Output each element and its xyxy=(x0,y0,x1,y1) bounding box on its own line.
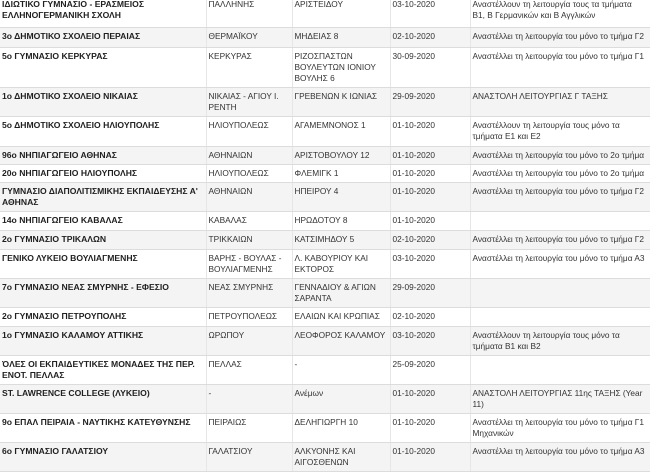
table-row xyxy=(0,116,650,146)
status-cell xyxy=(470,211,650,230)
area-cell: ΠΕΙΡΑΙΩΣ xyxy=(206,413,292,442)
date-cell: 02-10-2020 xyxy=(390,307,470,326)
address-cell: ΡΙΖΟΣΠΑΣΤΩΝ ΒΟΥΛΕΥΤΩΝ ΙΟΝΙΟΥ ΒΟΥΛΗΣ 6 xyxy=(292,47,390,87)
school-name-cell: 5ο ΔΗΜΟΤΙΚΟ ΣΧΟΛΕΙΟ ΗΛΙΟΥΠΟΛΗΣ xyxy=(0,116,206,146)
area-cell: ΒΑΡΗΣ - ΒΟΥΛΑΣ - ΒΟΥΛΙΑΓΜΕΝΗΣ xyxy=(206,249,292,278)
school-name-cell: 1ο ΓΥΜΝΑΣΙΟ ΚΑΛΑΜΟΥ ΑΤΤΙΚΗΣ xyxy=(0,326,206,355)
area-cell: ΝΕΑΣ ΣΜΥΡΝΗΣ xyxy=(206,278,292,307)
status-cell xyxy=(470,278,650,307)
status-cell xyxy=(470,307,650,326)
school-name-cell: ΙΔΙΩΤΙΚΟ ΓΥΜΝΑΣΙΟ - ΕΡΑΣΜΕΙΟΣ ΕΛΛΗΝΟΓΕΡΜΑΝΙΚΗ ΣΧΟΛΗ xyxy=(0,0,206,27)
status-cell: ΑΝΑΣΤΟΛΗ ΛΕΙΤΟΥΡΓΙΑΣ 11ης ΤΑΞΗΣ (Year 11) xyxy=(470,384,650,413)
address-cell: ΑΡΙΣΤΕΙΔΟΥ xyxy=(292,0,390,27)
address-cell: ΛΕΟΦΟΡΟΣ ΚΑΛΑΜΟΥ xyxy=(292,326,390,355)
date-cell: 01-10-2020 xyxy=(390,116,470,146)
status-cell: Αναστέλλουν τη λειτουργία τους τα τμήματα Β1, Β Γερμανικών και Β Αγγλικών xyxy=(470,0,650,27)
school-name-cell: 7ο ΓΥΜΝΑΣΙΟ ΝΕΑΣ ΣΜΥΡΝΗΣ - ΕΦΕΣΙΟ xyxy=(0,278,206,307)
table-row xyxy=(0,249,650,278)
address-cell: Ανέμων xyxy=(292,384,390,413)
address-cell: ΓΕΝΝΑΔΙΟΥ & ΑΓΙΩΝ ΣΑΡΑΝΤΑ xyxy=(292,278,390,307)
address-cell: ΑΓΑΜΕΜΝΟΝΟΣ 1 xyxy=(292,116,390,146)
address-cell: ΚΑΤΣΙΜΗΔΟΥ 5 xyxy=(292,230,390,249)
area-cell: ΘΕΡΜΑΪΚΟΥ xyxy=(206,27,292,47)
school-name-cell: 96ο ΝΗΠΙΑΓΩΓΕΙΟ ΑΘΗΝΑΣ xyxy=(0,146,206,164)
area-cell: ΑΘΗΝΑΙΩΝ xyxy=(206,146,292,164)
table-row xyxy=(0,307,650,326)
school-name-cell: 14ο ΝΗΠΙΑΓΩΓΕΙΟ ΚΑΒΑΛΑΣ xyxy=(0,211,206,230)
status-cell: Αναστέλλει τη λειτουργία του μόνο το τμήμα Γ2 xyxy=(470,230,650,249)
school-name-cell: 2ο ΓΥΜΝΑΣΙΟ ΠΕΤΡΟΥΠΟΛΗΣ xyxy=(0,307,206,326)
date-cell: 01-10-2020 xyxy=(390,182,470,211)
address-cell: ΗΠΕΙΡΟΥ 4 xyxy=(292,182,390,211)
school-name-cell: ST. LAWRENCE COLLEGE (ΛΥΚΕΙΟ) xyxy=(0,384,206,413)
date-cell: 03-10-2020 xyxy=(390,249,470,278)
table-row xyxy=(0,87,650,116)
area-cell: ΠΑΛΛΗΝΗΣ xyxy=(206,0,292,27)
table-row xyxy=(0,413,650,442)
date-cell: 01-10-2020 xyxy=(390,442,470,471)
area-cell: ΝΙΚΑΙΑΣ - ΑΓΙΟΥ Ι. ΡΕΝΤΗ xyxy=(206,87,292,116)
school-name-cell: 5ο ΓΥΜΝΑΣΙΟ ΚΕΡΚΥΡΑΣ xyxy=(0,47,206,87)
date-cell: 01-10-2020 xyxy=(390,146,470,164)
area-cell: ΠΕΤΡΟΥΠΟΛΕΩΣ xyxy=(206,307,292,326)
date-cell: 29-09-2020 xyxy=(390,87,470,116)
address-cell: ΦΛΕΜΙΓΚ 1 xyxy=(292,164,390,182)
table-row xyxy=(0,0,650,27)
date-cell: 03-10-2020 xyxy=(390,326,470,355)
address-cell: ΗΡΩΔΟΤΟΥ 8 xyxy=(292,211,390,230)
area-cell: ΚΕΡΚΥΡΑΣ xyxy=(206,47,292,87)
table-row xyxy=(0,326,650,355)
status-cell: Αναστέλλουν τη λειτουργία τους μόνο τα τμήματα Β1 και Β2 xyxy=(470,326,650,355)
address-cell: ΜΗΔΕΙΑΣ 8 xyxy=(292,27,390,47)
address-cell: - xyxy=(292,355,390,384)
date-cell: 29-09-2020 xyxy=(390,278,470,307)
date-cell: 01-10-2020 xyxy=(390,211,470,230)
status-cell: Αναστέλλει τη λειτουργία του μόνο το τμήμα Α3 xyxy=(470,249,650,278)
school-name-cell: 6ο ΓΥΜΝΑΣΙΟ ΓΑΛΑΤΣΙΟΥ xyxy=(0,442,206,471)
date-cell: 02-10-2020 xyxy=(390,27,470,47)
school-name-cell: 1ο ΔΗΜΟΤΙΚΟ ΣΧΟΛΕΙΟ ΝΙΚΑΙΑΣ xyxy=(0,87,206,116)
address-cell: ΔΕΛΗΓΙΩΡΓΗ 10 xyxy=(292,413,390,442)
table-row xyxy=(0,384,650,413)
school-name-cell: ΌΛΕΣ ΟΙ ΕΚΠΑΙΔΕΥΤΙΚΕΣ ΜΟΝΑΔΕΣ ΤΗΣ ΠΕΡ. ΕΝΟΤ. ΠΕΛΛΑΣ xyxy=(0,355,206,384)
table-row xyxy=(0,47,650,87)
status-cell: Αναστέλλει τη λειτουργία του μόνο το 2ο τμήμα xyxy=(470,164,650,182)
area-cell: ΚΑΒΑΛΑΣ xyxy=(206,211,292,230)
status-cell: Αναστέλλει τη λειτουργία του μόνο το 2ο τμήμα xyxy=(470,146,650,164)
table-row xyxy=(0,355,650,384)
school-name-cell: 9ο ΕΠΑΛ ΠΕΙΡΑΙΑ - ΝΑΥΤΙΚΗΣ ΚΑΤΕΥΘΥΝΣΗΣ xyxy=(0,413,206,442)
table-row xyxy=(0,164,650,182)
school-name-cell: 2ο ΓΥΜΝΑΣΙΟ ΤΡΙΚΑΛΩΝ xyxy=(0,230,206,249)
date-cell: 01-10-2020 xyxy=(390,164,470,182)
table-row xyxy=(0,182,650,211)
table-row xyxy=(0,230,650,249)
school-name-cell: ΓΕΝΙΚΟ ΛΥΚΕΙΟ ΒΟΥΛΙΑΓΜΕΝΗΣ xyxy=(0,249,206,278)
status-cell: ΑΝΑΣΤΟΛΗ ΛΕΙΤΟΥΡΓΙΑΣ Γ ΤΑΞΗΣ xyxy=(470,87,650,116)
table-row xyxy=(0,27,650,47)
table-row xyxy=(0,278,650,307)
table-row xyxy=(0,146,650,164)
status-cell: Αναστέλλει τη λειτουργία του μόνο το τμήμα Α3 xyxy=(470,442,650,471)
area-cell: ΠΕΛΛΑΣ xyxy=(206,355,292,384)
date-cell: 01-10-2020 xyxy=(390,413,470,442)
status-cell xyxy=(470,355,650,384)
address-cell: ΓΡΕΒΕΝΩΝ Κ ΙΩΝΙΑΣ xyxy=(292,87,390,116)
date-cell: 03-10-2020 xyxy=(390,0,470,27)
status-cell: Αναστέλλει τη λειτουργία του μόνο το τμήμα Γ2 xyxy=(470,27,650,47)
area-cell: ΑΘΗΝΑΙΩΝ xyxy=(206,182,292,211)
address-cell: ΑΡΙΣΤΟΒΟΥΛΟΥ 12 xyxy=(292,146,390,164)
status-cell: Αναστέλλει τη λειτουργία του μόνο το τμήμα Γ1 Μηχανικών xyxy=(470,413,650,442)
address-cell: ΑΛΚΥΟΝΗΣ ΚΑΙ ΑΙΓΟΣΘΕΝΩΝ xyxy=(292,442,390,471)
date-cell: 30-09-2020 xyxy=(390,47,470,87)
area-cell: ΗΛΙΟΥΠΟΛΕΩΣ xyxy=(206,116,292,146)
area-cell: ΩΡΩΠΟΥ xyxy=(206,326,292,355)
area-cell: ΓΑΛΑΤΣΙΟΥ xyxy=(206,442,292,471)
status-cell: Αναστέλλουν τη λειτουργία τους μόνο τα τμήματα Ε1 και Ε2 xyxy=(470,116,650,146)
school-name-cell: 20ο ΝΗΠΙΑΓΩΓΕΙΟ ΗΛΙΟΥΠΟΛΗΣ xyxy=(0,164,206,182)
status-cell: Αναστέλλει τη λειτουργία του μόνο το τμήμα Γ2 xyxy=(470,182,650,211)
status-cell: Αναστέλλει τη λειτουργία του μόνο το τμήμα Γ1 xyxy=(470,47,650,87)
area-cell: ΗΛΙΟΥΠΟΛΕΩΣ xyxy=(206,164,292,182)
school-name-cell: 3ο ΔΗΜΟΤΙΚΟ ΣΧΟΛΕΙΟ ΠΕΡΑΙΑΣ xyxy=(0,27,206,47)
date-cell: 01-10-2020 xyxy=(390,384,470,413)
address-cell: ΕΛΑΙΩΝ ΚΑΙ ΚΡΩΠΙΑΣ xyxy=(292,307,390,326)
area-cell: - xyxy=(206,384,292,413)
table-row xyxy=(0,211,650,230)
date-cell: 25-09-2020 xyxy=(390,355,470,384)
address-cell: Λ. ΚΑΒΟΥΡΙΟΥ ΚΑΙ ΕΚΤΟΡΟΣ xyxy=(292,249,390,278)
date-cell: 02-10-2020 xyxy=(390,230,470,249)
school-name-cell: ΓΥΜΝΑΣΙΟ ΔΙΑΠΟΛΙΤΙΣΜΙΚΗΣ ΕΚΠΑΙΔΕΥΣΗΣ Α' ΑΘΗΝΑΣ xyxy=(0,182,206,211)
table-row xyxy=(0,442,650,471)
area-cell: ΤΡΙΚΚΑΙΩΝ xyxy=(206,230,292,249)
